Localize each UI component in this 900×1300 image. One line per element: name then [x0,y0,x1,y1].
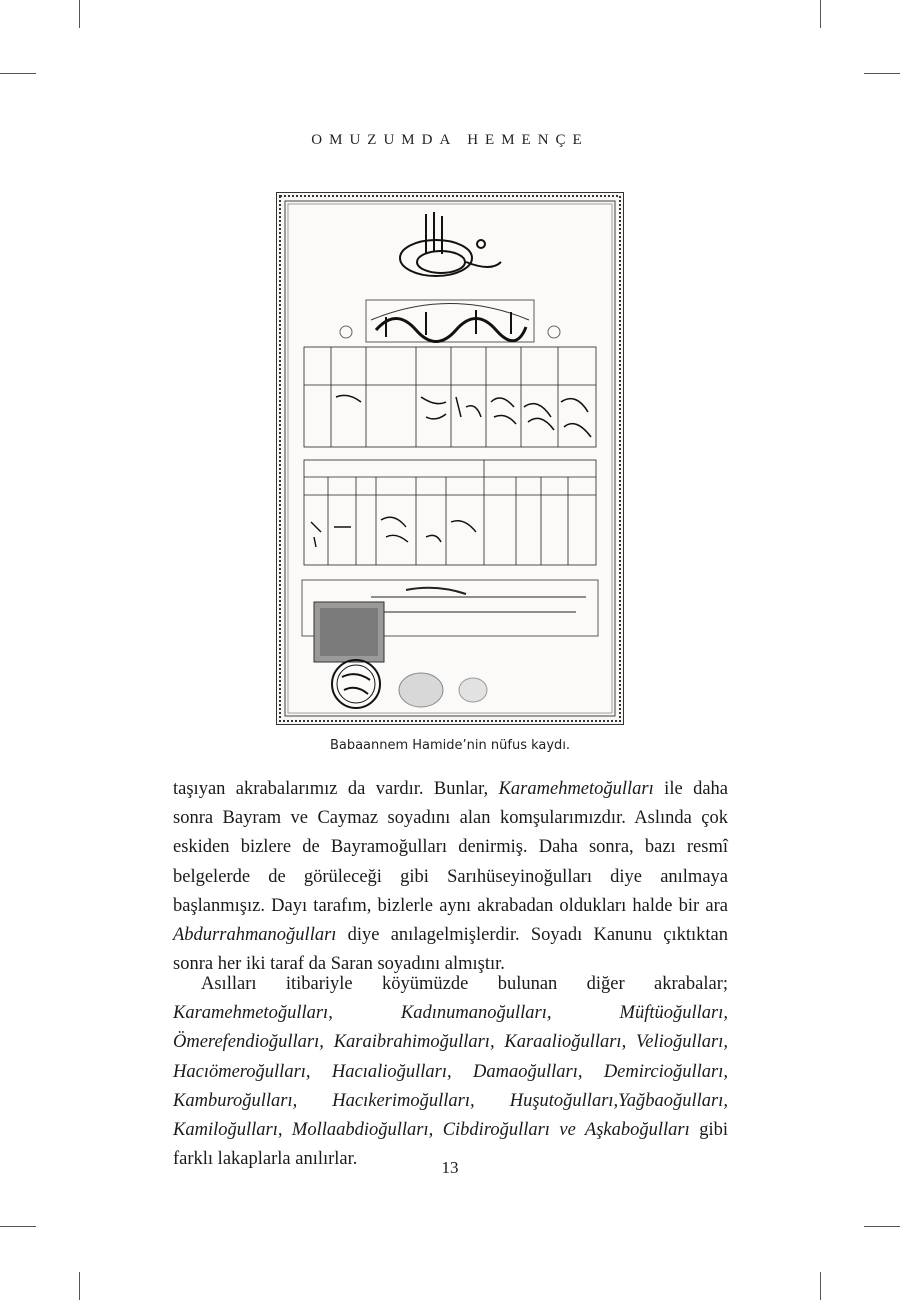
crop-mark [864,1226,900,1227]
text-segment: gibi farklı lakaplarla anılırlar. [173,1120,729,1170]
paragraph-1 [173,775,728,979]
crop-mark [79,1272,80,1300]
crop-mark [79,0,80,28]
crop-mark [820,0,821,28]
text-segment: diye anılagelmişlerdir. Soyadı Kanunu çıktıktan sonra her iki taraf da Saran soyadını almıştır. [173,925,728,975]
page-number: 13 [441,1158,459,1177]
text-segment-italic: Abdurrahmanoğulları [173,925,337,946]
census-record-image [276,192,624,725]
crop-mark [864,73,900,74]
text-segment: Asılları itibariyle köyümüzde bulunan diğer akrabalar; [201,974,728,994]
crop-mark [0,1226,36,1227]
text-segment: ile daha sonra Bayram ve Caymaz soyadını alan komşularımızdır. Aslında çok eskiden bizlere de Bayramoğulları denirmiş. Daha sonra, bazı resmî belgelerde de görüleceği gibi Sarıhüseyinoğulları diye anılmaya başlanmışız. Dayı tarafım, bizlerle aynı akrabadan oldukları halde bir ara [173,779,728,916]
crop-mark [0,73,36,74]
text-segment-italic: Karamehmetoğulları, Kadınumanoğulları, Müftüoğulları, Ömerefendioğulları, Karaibrahimoğulları, Karaalioğulları, Velioğulları, Hacıömeroğulları, Hacıalioğulları, Damaoğulları, Demircioğulları, Kamburoğulları, Hacıkerimoğulları, Huşutoğulları,Yağbaoğulları, Kamiloğulları, Mollaabdioğulları, Cibdiroğulları ve Aşkaboğulları [173,1003,728,1141]
text-segment-italic: Karamehmetoğulları [498,779,654,799]
text-segment: taşıyan akrabalarımız da vardır. Bunlar, [173,779,499,799]
paragraph-2 [173,970,728,1174]
running-header: OMUZUMDA HEMENÇE [311,132,589,148]
crop-mark [820,1272,821,1300]
figure-caption: Babaannem Hamide’nin nüfus kaydı. [329,738,571,753]
